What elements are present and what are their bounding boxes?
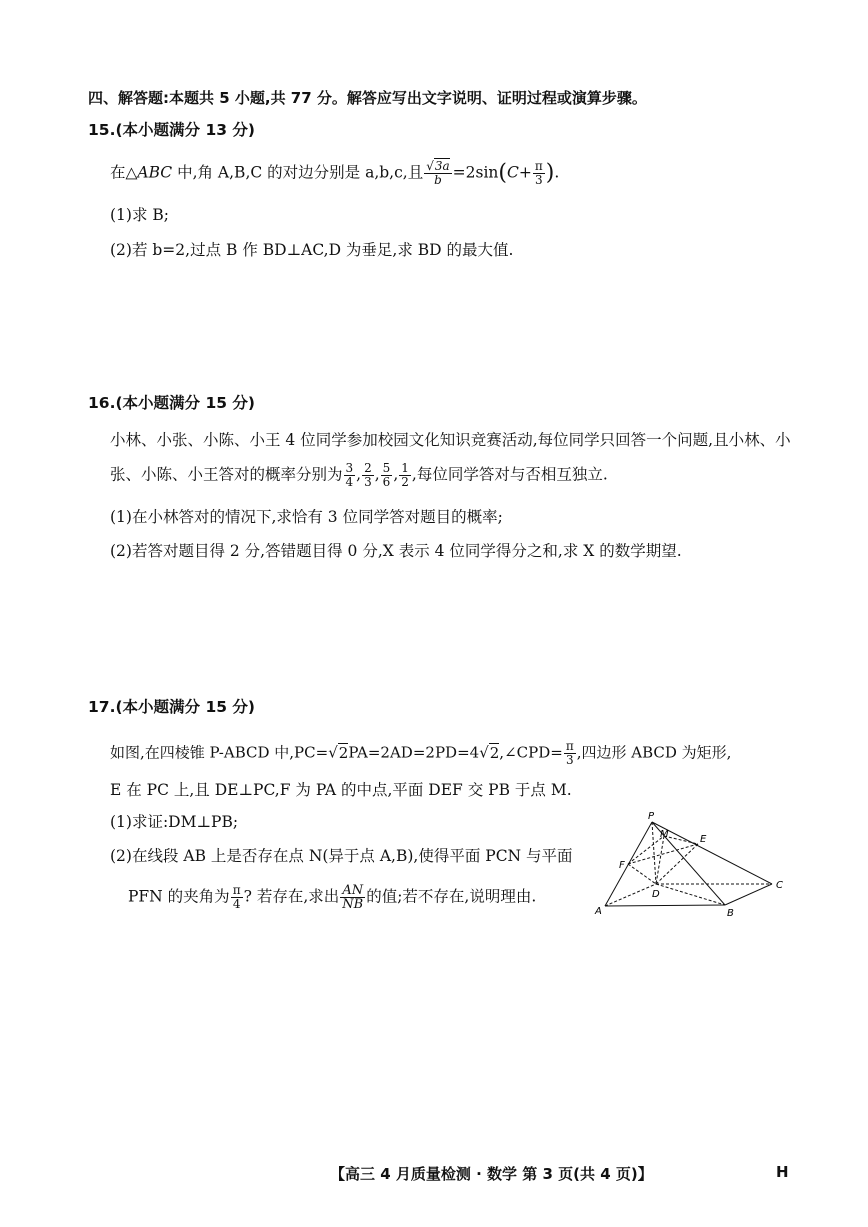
page-footer: 【高三 4 月质量检测 · 数学 第 3 页(共 4 页)】 xyxy=(330,1165,653,1183)
edge-AB xyxy=(605,905,725,906)
segment-DB xyxy=(656,884,725,905)
angle-fraction: $\frac{\pi}{4}$ xyxy=(232,883,241,911)
prob-fraction: $\frac{5}{6}$ xyxy=(382,461,391,489)
label-M: M xyxy=(660,829,669,840)
problem-17-header: 17.(本小题满分 15 分) xyxy=(88,698,255,716)
angle-fraction: $\frac{\pi}{3}$ xyxy=(565,739,574,767)
edge-BC xyxy=(725,884,772,905)
label-E: E xyxy=(700,834,707,845)
problem-15-q2: (2)若 b=2,过点 B 作 BD⊥AC,D 为垂足,求 BD 的最大值. xyxy=(110,241,514,259)
problem-17-line1: 如图,在四棱锥 P-ABCD 中,PC=√2PA=2AD=2PD=4√2,∠CPD= $\frac{\pi}{3}$ ,四边形 ABCD 为矩形, xyxy=(110,739,732,767)
prob-fraction: $\frac{2}{3}$ xyxy=(364,461,372,489)
edge-AD xyxy=(605,884,656,906)
segment-FM xyxy=(628,836,664,864)
version-mark: H xyxy=(776,1163,789,1181)
label-D: D xyxy=(652,889,660,900)
label-F: F xyxy=(619,860,625,871)
segment-FD xyxy=(628,864,656,884)
problem-16-q2: (2)若答对题目得 2 分,答错题目得 0 分,X 表示 4 位同学得分之和,求 X 的数学期望. xyxy=(110,542,682,560)
problem-17-q1: (1)求证:DM⊥PB; xyxy=(110,813,239,831)
edge-PC xyxy=(652,822,772,884)
triangle-name: ABC xyxy=(137,163,173,182)
prob-fraction: $\frac{1}{2}$ xyxy=(401,461,409,489)
stem-prefix: 在△ xyxy=(110,163,138,182)
stem-eq: =2sin xyxy=(452,163,499,182)
label-C: C xyxy=(776,880,783,891)
pi-third-fraction: $\frac{\pi}{3}$ xyxy=(534,159,543,187)
problem-15-stem: 在△ABC 中,角 A,B,C 的对边分别是 a,b,c,且 $\frac{√3a}{b}$ =2sin(C+ $\frac{\pi}{3}$ ). xyxy=(110,159,560,187)
ratio-fraction: $\frac{AN}{NB}$ xyxy=(342,883,364,912)
label-A: A xyxy=(595,906,602,917)
problem-17-q2-cont: PFN 的夹角为 $\frac{\pi}{4}$ ? 若存在,求出 $\frac{AN}{NB}$ 的值;若不存在,说明理由. xyxy=(128,883,537,912)
edge-PD xyxy=(652,822,656,884)
stem-arg: C+ xyxy=(507,163,532,182)
problem-16-line2: 张、小陈、小王答对的概率分别为 $\frac{3}{4}$ , $\frac{2}{3}$ , $\frac{5}{6}$ , $\frac{1}{2}$ ,每位同学答对与否相互独立. xyxy=(110,461,608,489)
problem-17-line2: E 在 PC 上,且 DE⊥PC,F 为 PA 的中点,平面 DEF 交 PB 于点 M. xyxy=(110,781,572,799)
problem-17-q2: (2)在线段 AB 上是否存在点 N(异于点 A,B),使得平面 PCN 与平面 xyxy=(110,847,573,865)
pyramid-figure xyxy=(590,808,800,928)
problem-16-line1: 小林、小张、小陈、小王 4 位同学参加校园文化知识竞赛活动,每位同学只回答一个问题,且小林、小 xyxy=(110,431,791,449)
prob-fraction: $\frac{3}{4}$ xyxy=(345,461,354,489)
section-title: 四、解答题:本题共 5 小题,共 77 分。解答应写出文字说明、证明过程或演算步骤。 xyxy=(88,89,647,107)
label-B: B xyxy=(727,908,734,919)
segment-MD xyxy=(656,836,664,884)
problem-15-q1: (1)求 B; xyxy=(110,206,169,224)
problem-16-q1: (1)在小林答对的情况下,求恰有 3 位同学答对题目的概率; xyxy=(110,508,503,526)
label-P: P xyxy=(648,811,655,822)
stem-mid: 中,角 A,B,C 的对边分别是 a,b,c,且 xyxy=(172,163,424,182)
problem-15-header: 15.(本小题满分 13 分) xyxy=(88,121,255,139)
problem-16-header: 16.(本小题满分 15 分) xyxy=(88,394,255,412)
ratio-fraction: $\frac{√3a}{b}$ xyxy=(426,159,450,187)
